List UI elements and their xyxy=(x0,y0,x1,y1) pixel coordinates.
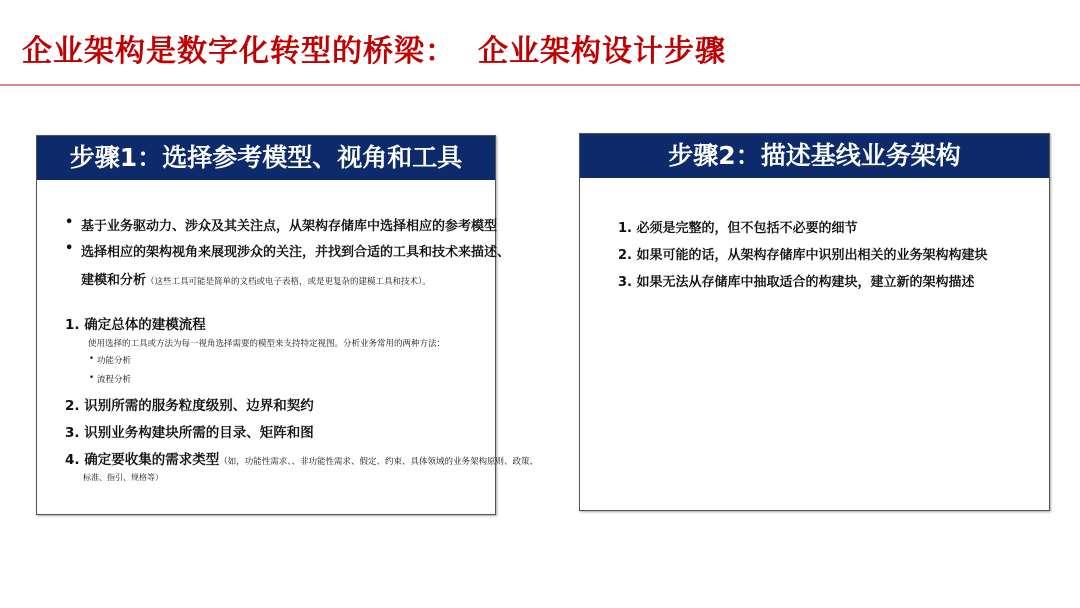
page-title xyxy=(22,26,726,70)
step2-item-1: 1. 必须是完整的，但不包括不必要的细节 xyxy=(618,221,858,236)
step1-bullet-2-note: （这些工具可能是简单的文档或电子表格，或是更复杂的建模工具和技术）。 xyxy=(146,277,431,287)
title-part1: 企业架构是数字化转型的桥梁： xyxy=(22,34,456,69)
step1-sub-1-text: 功能分析 xyxy=(97,356,132,366)
step1-item-4-text: 4. 确定要收集的需求类型 xyxy=(65,452,220,468)
step1-item-4-note-cont: 标准、指引、规格等） xyxy=(83,473,163,482)
step1-item-4 xyxy=(65,448,538,468)
step1-bullet-1-text: 基于业务驱动力、涉众及其关注点，从架构存储库中选择相应的参考模型 xyxy=(81,219,498,234)
step1-item-1-desc: 使用选择的工具或方法为每一视角选择需要的模型来支持特定视图。分析业务常用的两种方法： xyxy=(88,339,446,349)
step1-bullet-2-text: 选择相应的架构视角来展现涉众的关注，并找到合适的工具和技术来描述、 xyxy=(81,245,511,260)
step2-item-2: 2. 如果可能的话，从架构存储库中识别出相关的业务架构构建块 xyxy=(618,248,988,263)
sub-dot-icon: • xyxy=(89,354,95,364)
bullet-dot-icon: • xyxy=(65,215,74,230)
bullet-dot-icon: • xyxy=(65,241,74,256)
step2-card xyxy=(579,133,1050,511)
step1-item-3: 3. 识别业务构建块所需的目录、矩阵和图 xyxy=(65,425,314,441)
step1-item-4-note: （如，功能性需求、、非功能性需求、假定、约束、具体领域的业务架构原则、政策、 xyxy=(219,457,538,467)
step1-bullet-2-cont-text: 建模和分析 xyxy=(81,273,147,288)
step1-card xyxy=(36,135,538,515)
step1-sub-1 xyxy=(89,354,132,366)
step1-bullet-2-cont xyxy=(81,269,431,288)
step1-bullet-2 xyxy=(65,241,511,260)
step1-sub-2 xyxy=(89,373,132,385)
step1-item-1: 1. 确定总体的建模流程 xyxy=(65,317,206,333)
title-part2: 企业架构设计步骤 xyxy=(478,34,726,69)
step1-heading: 步骤1：选择参考模型、视角和工具 xyxy=(37,136,495,180)
sub-dot-icon: • xyxy=(89,373,95,383)
step1-bullet-1 xyxy=(65,215,498,234)
step2-heading: 步骤2：描述基线业务架构 xyxy=(580,134,1049,178)
title-divider xyxy=(0,84,1080,86)
step1-sub-2-text: 流程分析 xyxy=(97,375,132,385)
step1-item-2: 2. 识别所需的服务粒度级别、边界和契约 xyxy=(65,398,314,414)
step2-item-3: 3. 如果无法从存储库中抽取适合的构建块，建立新的架构描述 xyxy=(618,275,975,290)
